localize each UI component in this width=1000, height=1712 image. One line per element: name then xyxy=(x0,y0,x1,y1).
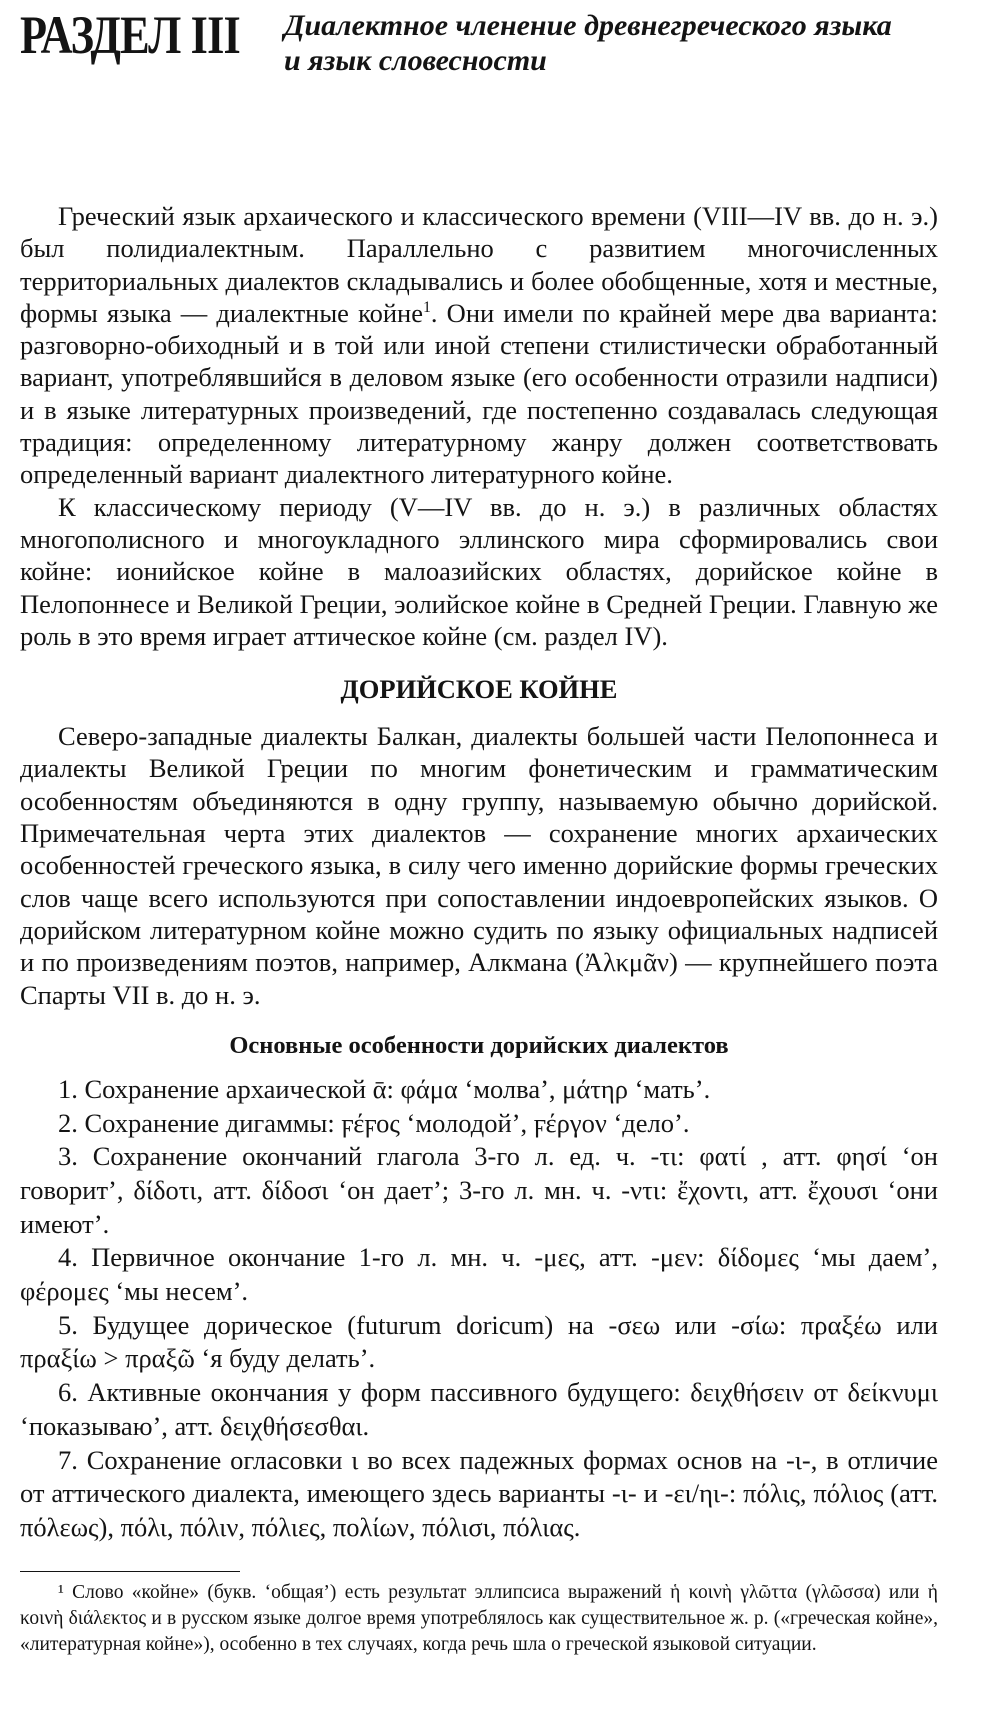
list-item: 3. Сохранение окончаний глагола 3-го л. ед. ч. -τι: φατί , атт. φησί ‘он говорит’, δίδοτι, атт. δίδοσι ‘он дает’; 3-го л. мн. ч. -ντι: ἔχοντι, атт. ἔχουσι ‘они имеют’. xyxy=(20,1141,938,1239)
intro-paragraph-1 xyxy=(20,200,938,491)
list-item: 4. Первичное окончание 1-го л. мн. ч. -μες, атт. -μεν: δίδομες ‘мы даем’, φέρομες ‘мы несем’. xyxy=(20,1242,938,1307)
features-list xyxy=(20,1073,938,1545)
section-title xyxy=(284,8,892,78)
footnote-divider xyxy=(20,1571,240,1572)
footnote: ¹ Слово «койне» (букв. ‘общая’) есть результат эллипсиса выражений ἡ κοινὴ γλῶττα (γλῶσσα) или ἡ κοινὴ διάλεκτος и в русском языке долгое время употреблялось как существительное ж. р. («греческая койне», «литературная койне»), особенно в тех случаях, когда речь шла о греческой языковой ситуации. xyxy=(20,1581,938,1655)
list-item: 7. Сохранение огласовки ι во всех падежных формах основ на -ι-, в отличие от аттического диалекта, имеющего здесь варианты -ι- и -ει/ηι-: πόλις, πόλιος (атт. πόλεως), πόλι, πόλιν, πόλιες, πολίων, πόλισι, πόλιας. xyxy=(20,1444,938,1542)
section-label: РАЗДЕЛ III xyxy=(20,5,240,65)
list-item: 1. Сохранение архаической ᾱ: φάμα ‘молва’, μάτηρ ‘мать’. xyxy=(58,1073,711,1104)
section-title-line: Диалектное членение древнегреческого языка xyxy=(284,9,892,42)
main-text xyxy=(20,200,938,1658)
features-heading: Основные особенности дорийских диалектов xyxy=(229,1031,729,1059)
footnote-marker: 1 xyxy=(422,299,431,317)
section-title-line: и язык словесности xyxy=(284,44,547,77)
text-run: Греческий язык архаического и классического времени (VIII—IV вв. до н. э.) был полидиалектным. Параллельно с развитием многочисленных территориальных диалектов складывались и более обобщенные, хотя и местные, формы языка — диалектные койне xyxy=(20,201,938,328)
list-item: 6. Активные окончания у форм пассивного будущего: δειχθήσειν от δείκνυμι ‘показываю’, атт. δειχθήσεσθαι. xyxy=(20,1377,938,1441)
section-header xyxy=(20,0,938,78)
list-item: 2. Сохранение дигаммы: ϝέϝος ‘молодой’, ϝέργον ‘дело’. xyxy=(58,1107,690,1138)
list-item: 5. Будущее дорическое (futurum doricum) на -σεω или -σίω: πραξέω или πραξίω > πραξῶ ‘я буду делать’. xyxy=(20,1309,938,1374)
intro-paragraph-2: К классическому периоду (V—IV вв. до н. э.) в различных областях многополисного и многоукладного эллинского мира сформировались свои койне: ионийское койне в малоазийских областях, дорийское койне в Пелопоннесе и Великой Греции, эолийское койне в Средней Греции. Главную же роль в это время играет аттическое койне (см. раздел IV). xyxy=(20,491,938,651)
doric-paragraph: Северо-западные диалекты Балкан, диалекты большей части Пелопоннеса и диалекты Великой Греции по многим фонетическим и грамматическим особенностям объединяются в одну группу, называемую обычно дорийской. Примечательная черта этих диалектов — сохранение многих архаических особенностей греческого языка, в силу чего именно дорийские формы греческих слов чаще всего используются при сопоставлении индоевропейских языков. О дорийском литературном койне можно судить по языку официальных надписей и по произведениям поэтов, например, Алкмана (Ἀλκμᾶν) — крупнейшего поэта Спарты VII в. до н. э. xyxy=(20,721,938,1010)
text-run: . Они имели по крайней мере два варианта: разговорно-обиходный и в той или иной степени стилистически обработанный вариант, употреблявшийся в деловом языке (его особенности отразили надписи) и в языке литературных произведений, где постепенно создавалась следующая традиция: определенному литературному жанру должен соответствовать определенный вариант диалектного литературного койне. xyxy=(20,297,938,490)
doric-heading: ДОРИЙСКОЕ КОЙНЕ xyxy=(340,674,618,705)
